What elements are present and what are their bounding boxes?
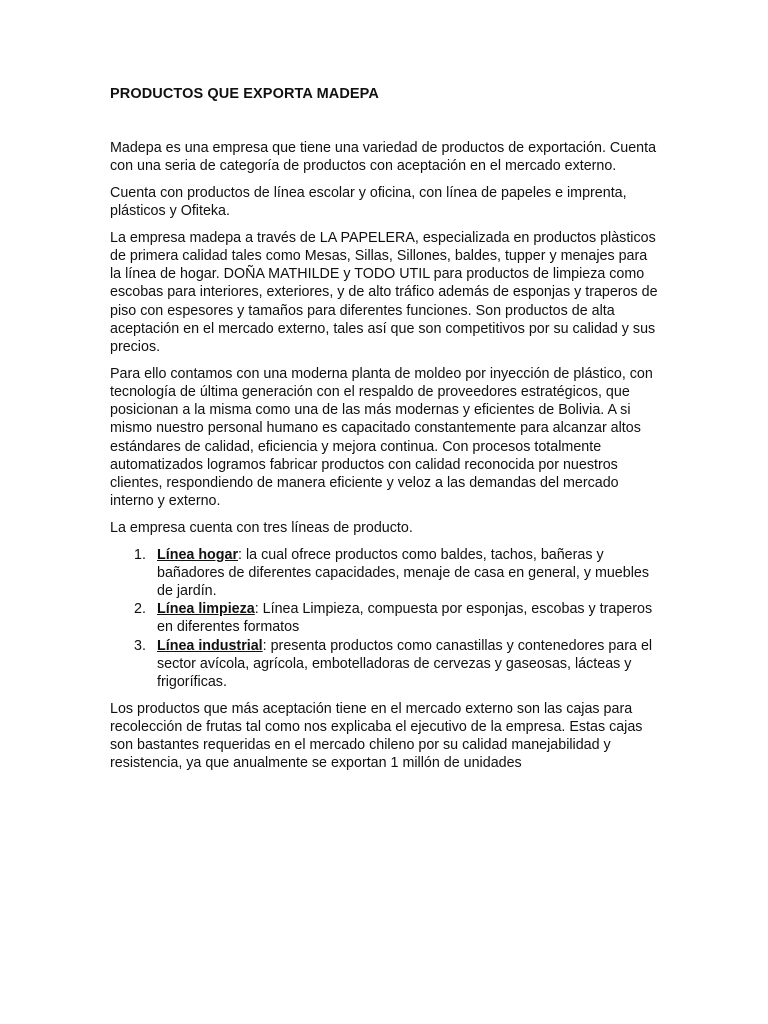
list-number: 1. xyxy=(134,546,146,563)
list-term: Línea industrial xyxy=(157,637,263,654)
list-item xyxy=(134,637,662,692)
list-number: 2. xyxy=(134,601,146,618)
list-item xyxy=(134,600,662,636)
list-item xyxy=(134,546,662,601)
paragraph-export: Los productos que más aceptación tiene en el mercado externo son las cajas para recolección de frutas tal como nos explicaba el ejecutivo de la empresa. Estas cajas son bastantes requeridas en el mercado chileno por su calidad manejabilidad y resistencia, ya que anualmente se exportan 1 millón de unidades xyxy=(110,700,643,772)
product-lines-list xyxy=(110,546,662,692)
list-text: : presenta productos como canastillas y contenedores para el sector avícola, agrícola, embotelladoras de cervezas y gaseosas, lácteas y frigoríficas. xyxy=(157,637,653,690)
paragraph-plant: Para ello contamos con una moderna planta de moldeo por inyección de plástico, con tecnología de última generación con el respaldo de proveedores estratégicos, que posicionan a la misma como una de las más modernas y eficientes de Bolivia. A si mismo nuestro personal humano es capacitado constantemente para alcanzar altos estándares de calidad, eficiencia y mejora continua. Con procesos totalmente automatizados logramos fabricar productos con calidad reconocida por nuestros clientes, respondiendo de manera eficiente y veloz a las demandas del mercado interno y externo. xyxy=(110,365,653,510)
paragraph-three-lines: La empresa cuenta con tres líneas de producto. xyxy=(110,519,413,536)
document-title: PRODUCTOS QUE EXPORTA MADEPA xyxy=(110,86,379,102)
paragraph-product-lines: Cuenta con productos de línea escolar y oficina, con línea de papeles e imprenta, plásticos y Ofiteka. xyxy=(110,184,627,220)
paragraph-brands: La empresa madepa a través de LA PAPELERA, especializada en productos plàsticos de primera calidad tales como Mesas, Sillas, Sillones, baldes, tupper y menajes para la línea de hogar. DOÑA MATHILDE y TODO UTIL para productos de limpieza como escobas para interiores, exteriores, y de alto tráfico además de esponjas y traperos de piso con espesores y tamaños para diferentes funciones. Son productos de alta aceptación en el mercado externo, tales así que son competitivos por su calidad y sus precios. xyxy=(110,229,658,356)
list-term: Línea limpieza xyxy=(157,601,255,618)
list-number: 3. xyxy=(134,637,146,654)
list-text: : Línea Limpieza, compuesta por esponjas, escobas y traperos en diferentes formatos xyxy=(157,601,653,636)
paragraph-intro: Madepa es una empresa que tiene una variedad de productos de exportación. Cuenta con una seria de categoría de productos con aceptación en el mercado externo. xyxy=(110,140,657,175)
list-text: : la cual ofrece productos como baldes, tachos, bañeras y bañadores de diferentes capacidades, menaje de casa en general, y muebles de jardín. xyxy=(157,546,649,599)
document-page xyxy=(110,85,662,781)
list-term: Línea hogar xyxy=(157,546,239,563)
